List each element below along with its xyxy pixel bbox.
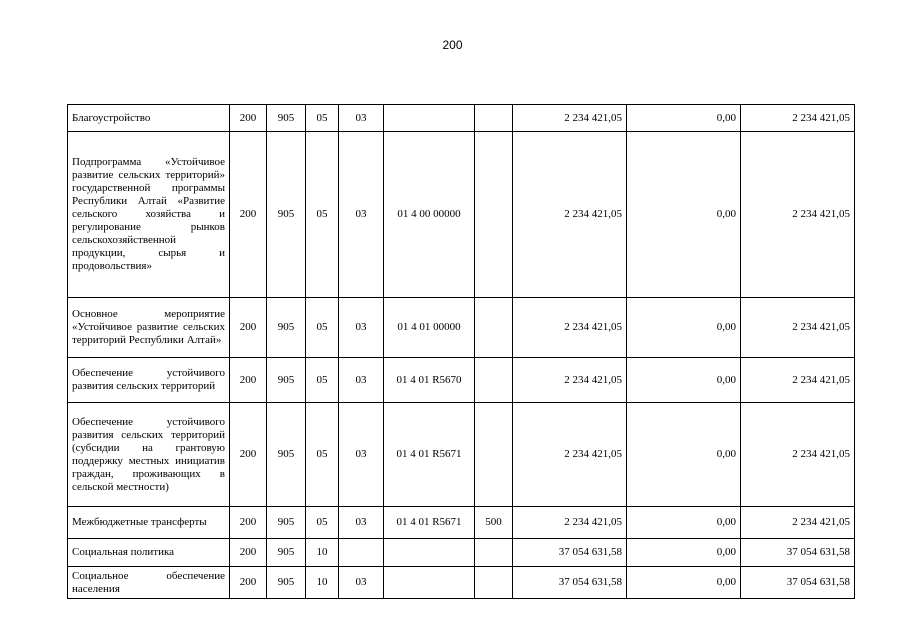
amount-regional-cell: 2 234 421,05 bbox=[741, 105, 855, 132]
amount-total-cell: 2 234 421,05 bbox=[513, 298, 627, 358]
admin-code-cell: 200 bbox=[230, 105, 267, 132]
expense-type-cell bbox=[475, 358, 513, 403]
target-article-cell bbox=[384, 105, 475, 132]
expense-type-cell bbox=[475, 298, 513, 358]
subsection-code-cell: 03 bbox=[339, 105, 384, 132]
target-article-cell bbox=[384, 567, 475, 599]
dept-code-cell: 905 bbox=[267, 403, 306, 507]
amount-federal-cell: 0,00 bbox=[627, 567, 741, 599]
subsection-code-cell: 03 bbox=[339, 507, 384, 539]
dept-code-cell: 905 bbox=[267, 567, 306, 599]
admin-code-cell: 200 bbox=[230, 358, 267, 403]
row-name-cell: Социальная политика bbox=[68, 539, 230, 567]
expense-type-cell: 500 bbox=[475, 507, 513, 539]
table-row bbox=[68, 567, 855, 599]
subsection-code-cell: 03 bbox=[339, 132, 384, 298]
amount-regional-cell: 37 054 631,58 bbox=[741, 539, 855, 567]
dept-code-cell: 905 bbox=[267, 358, 306, 403]
target-article-cell: 01 4 00 00000 bbox=[384, 132, 475, 298]
amount-total-cell: 2 234 421,05 bbox=[513, 507, 627, 539]
table-row bbox=[68, 403, 855, 507]
dept-code-cell: 905 bbox=[267, 105, 306, 132]
target-article-cell: 01 4 01 00000 bbox=[384, 298, 475, 358]
amount-federal-cell: 0,00 bbox=[627, 132, 741, 298]
amount-federal-cell: 0,00 bbox=[627, 358, 741, 403]
subsection-code-cell bbox=[339, 539, 384, 567]
amount-federal-cell: 0,00 bbox=[627, 539, 741, 567]
row-name-cell: Подпрограмма «Устойчивое развитие сельских территорий» государственной программы Республики Алтай «Развитие сельского хозяйства и регулирование рынков сельскохозяйственной продукции, сырья и продовольствия» bbox=[68, 132, 230, 298]
table-row bbox=[68, 298, 855, 358]
table-row bbox=[68, 358, 855, 403]
admin-code-cell: 200 bbox=[230, 298, 267, 358]
subsection-code-cell: 03 bbox=[339, 358, 384, 403]
subsection-code-cell: 03 bbox=[339, 567, 384, 599]
target-article-cell: 01 4 01 R5671 bbox=[384, 507, 475, 539]
subsection-code-cell: 03 bbox=[339, 403, 384, 507]
table-row bbox=[68, 132, 855, 298]
section-code-cell: 10 bbox=[306, 567, 339, 599]
table-row bbox=[68, 105, 855, 132]
budget-table bbox=[67, 104, 855, 599]
amount-total-cell: 37 054 631,58 bbox=[513, 539, 627, 567]
target-article-cell bbox=[384, 539, 475, 567]
admin-code-cell: 200 bbox=[230, 132, 267, 298]
section-code-cell: 05 bbox=[306, 358, 339, 403]
dept-code-cell: 905 bbox=[267, 539, 306, 567]
amount-total-cell: 2 234 421,05 bbox=[513, 132, 627, 298]
target-article-cell: 01 4 01 R5670 bbox=[384, 358, 475, 403]
admin-code-cell: 200 bbox=[230, 403, 267, 507]
amount-federal-cell: 0,00 bbox=[627, 105, 741, 132]
section-code-cell: 05 bbox=[306, 298, 339, 358]
section-code-cell: 05 bbox=[306, 132, 339, 298]
admin-code-cell: 200 bbox=[230, 567, 267, 599]
admin-code-cell: 200 bbox=[230, 539, 267, 567]
section-code-cell: 05 bbox=[306, 507, 339, 539]
amount-regional-cell: 2 234 421,05 bbox=[741, 403, 855, 507]
dept-code-cell: 905 bbox=[267, 132, 306, 298]
amount-regional-cell: 37 054 631,58 bbox=[741, 567, 855, 599]
table-row bbox=[68, 539, 855, 567]
dept-code-cell: 905 bbox=[267, 507, 306, 539]
section-code-cell: 10 bbox=[306, 539, 339, 567]
expense-type-cell bbox=[475, 539, 513, 567]
amount-total-cell: 2 234 421,05 bbox=[513, 105, 627, 132]
expense-type-cell bbox=[475, 132, 513, 298]
section-code-cell: 05 bbox=[306, 105, 339, 132]
table-row bbox=[68, 507, 855, 539]
amount-regional-cell: 2 234 421,05 bbox=[741, 358, 855, 403]
row-name-cell: Благоустройство bbox=[68, 105, 230, 132]
amount-total-cell: 2 234 421,05 bbox=[513, 358, 627, 403]
amount-federal-cell: 0,00 bbox=[627, 298, 741, 358]
admin-code-cell: 200 bbox=[230, 507, 267, 539]
dept-code-cell: 905 bbox=[267, 298, 306, 358]
amount-total-cell: 37 054 631,58 bbox=[513, 567, 627, 599]
row-name-cell: Межбюджетные трансферты bbox=[68, 507, 230, 539]
section-code-cell: 05 bbox=[306, 403, 339, 507]
row-name-cell: Социальное обеспечение населения bbox=[68, 567, 230, 599]
target-article-cell: 01 4 01 R5671 bbox=[384, 403, 475, 507]
amount-regional-cell: 2 234 421,05 bbox=[741, 507, 855, 539]
subsection-code-cell: 03 bbox=[339, 298, 384, 358]
page-number: 200 bbox=[442, 38, 463, 52]
amount-regional-cell: 2 234 421,05 bbox=[741, 132, 855, 298]
amount-regional-cell: 2 234 421,05 bbox=[741, 298, 855, 358]
amount-total-cell: 2 234 421,05 bbox=[513, 403, 627, 507]
row-name-cell: Основное мероприятие «Устойчивое развитие сельских территорий Республики Алтай» bbox=[68, 298, 230, 358]
amount-federal-cell: 0,00 bbox=[627, 507, 741, 539]
expense-type-cell bbox=[475, 403, 513, 507]
row-name-cell: Обеспечение устойчивого развития сельских территорий bbox=[68, 358, 230, 403]
amount-federal-cell: 0,00 bbox=[627, 403, 741, 507]
row-name-cell: Обеспечение устойчивого развития сельских территорий (субсидии на грантовую поддержку местных инициатив граждан, проживающих в сельской местности) bbox=[68, 403, 230, 507]
expense-type-cell bbox=[475, 105, 513, 132]
expense-type-cell bbox=[475, 567, 513, 599]
table-body bbox=[68, 105, 855, 599]
